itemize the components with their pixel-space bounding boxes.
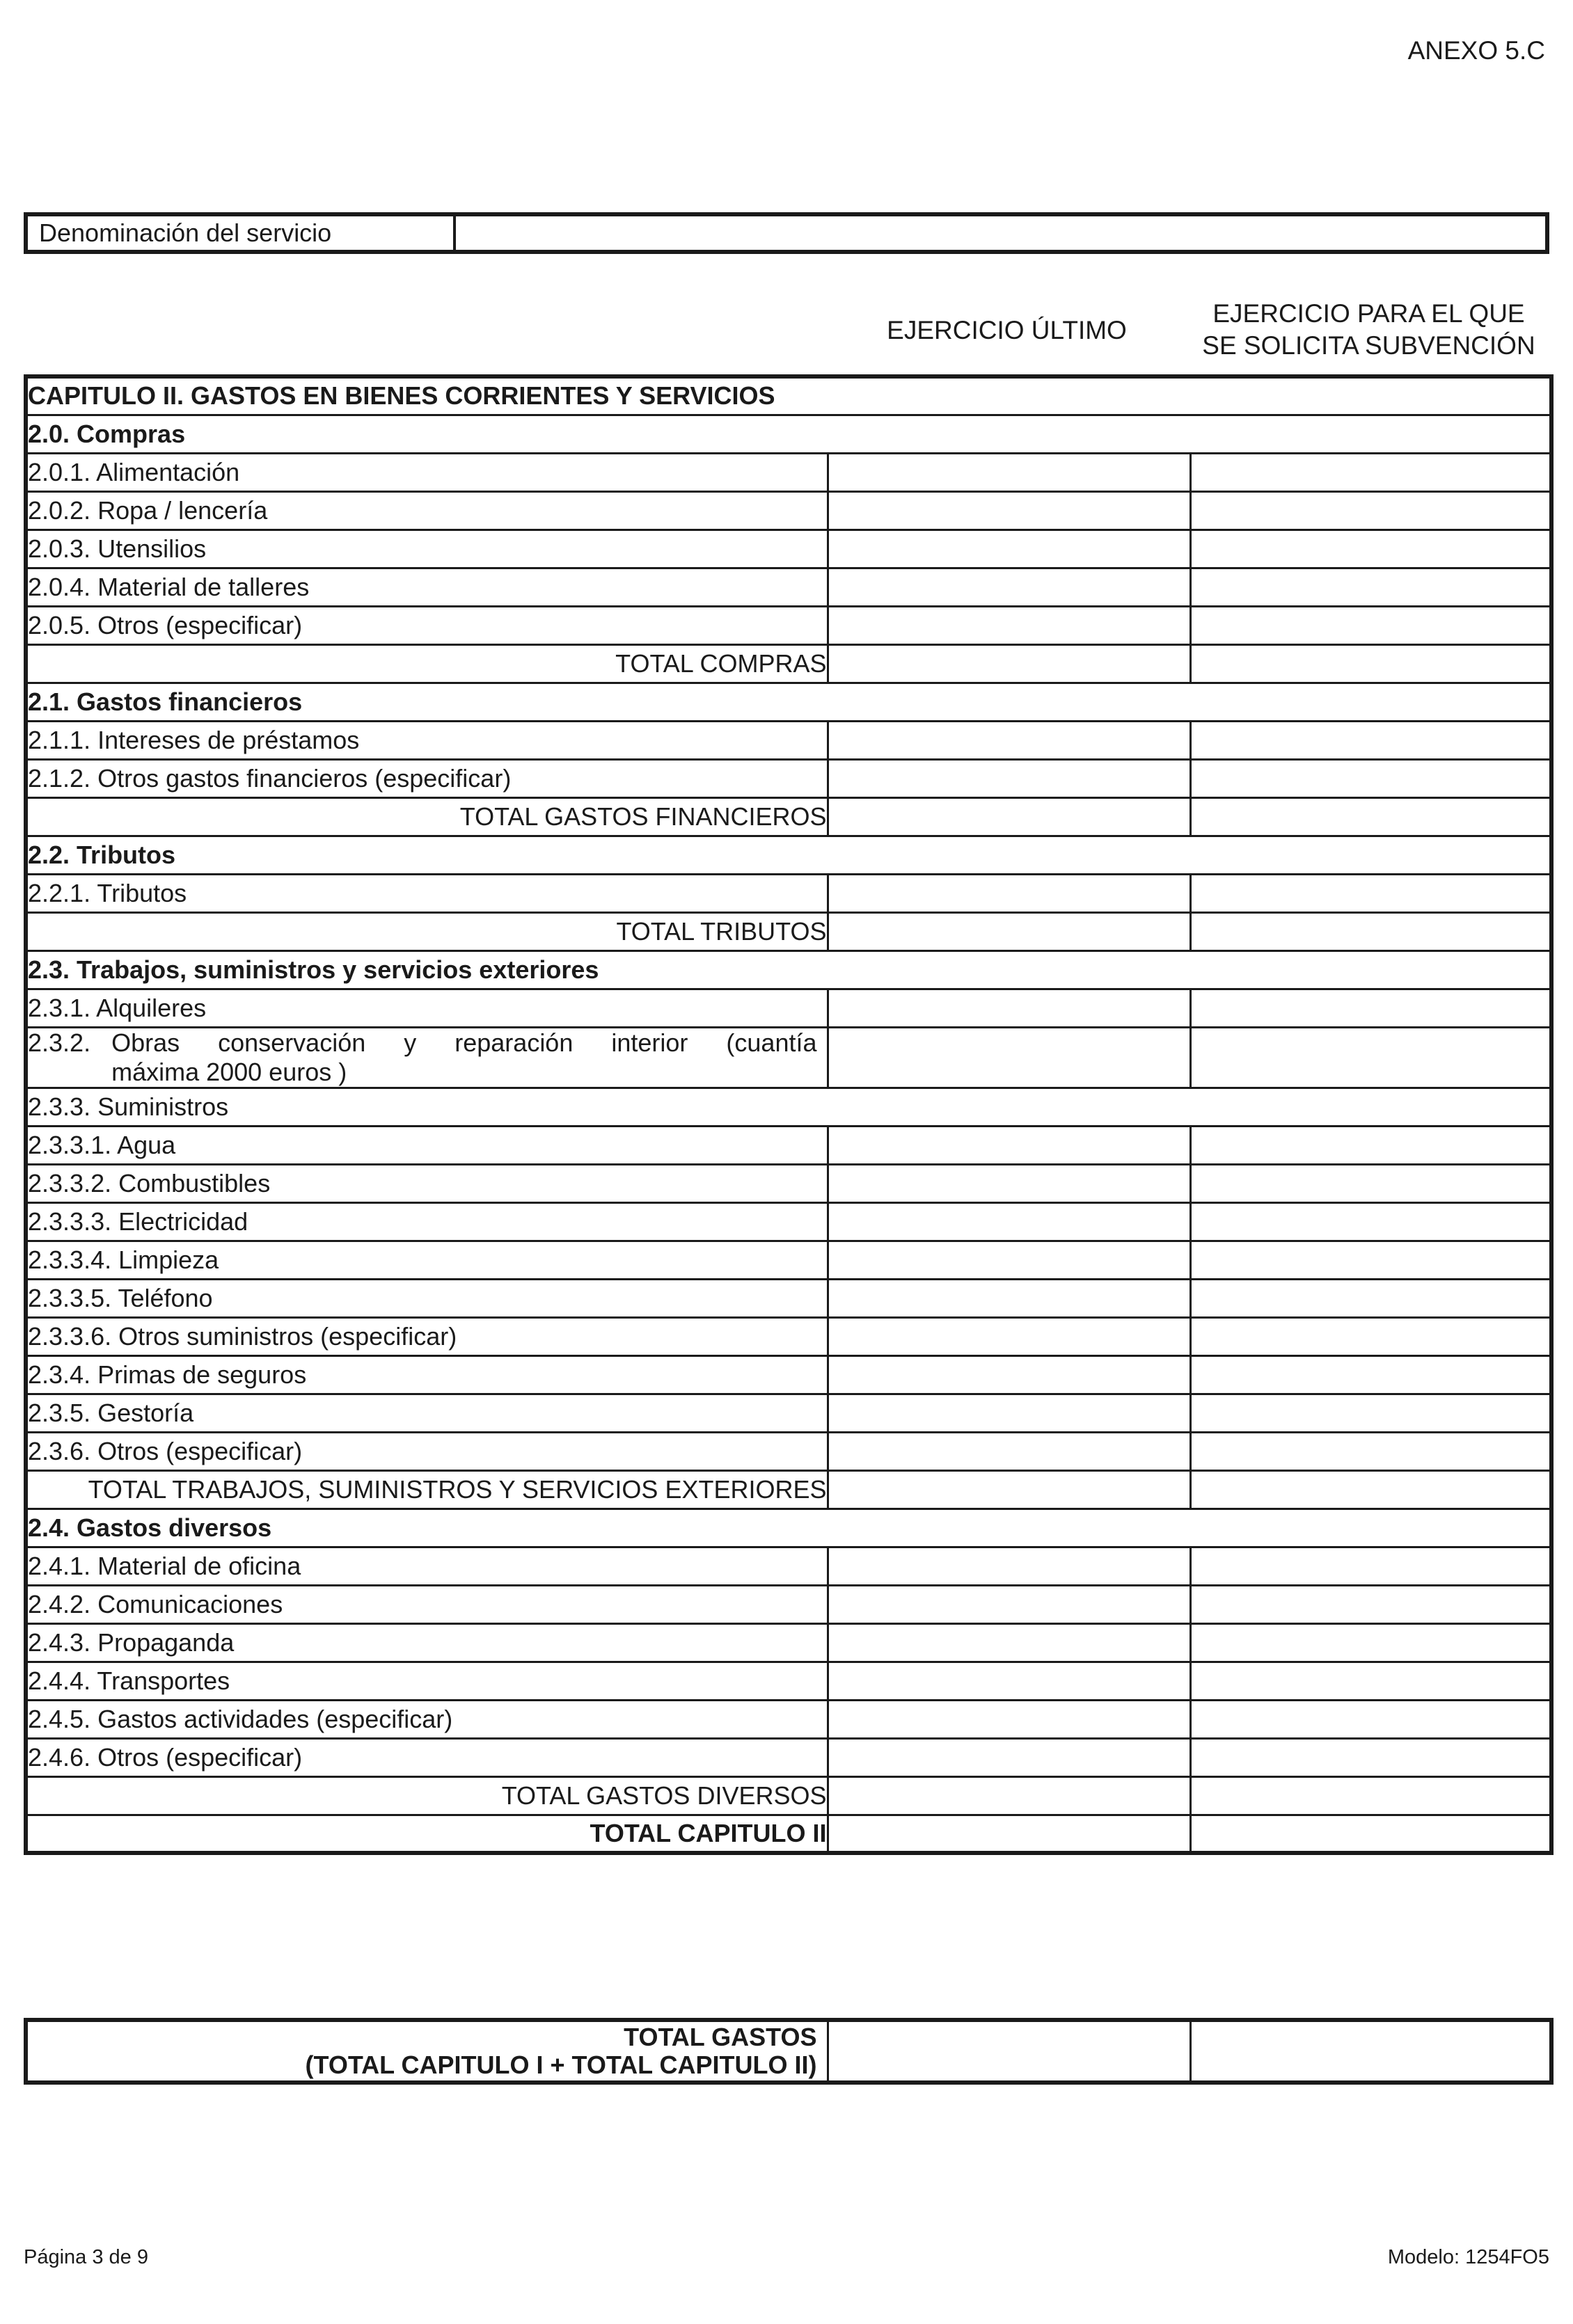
amount-last-cell[interactable]	[828, 1241, 1190, 1279]
row-text-line2: máxima 2000 euros )	[111, 1057, 347, 1086]
amount-last-cell[interactable]	[828, 1317, 1190, 1355]
section-row	[26, 1509, 1551, 1547]
row-label: 2.1.1. Intereses de préstamos	[26, 721, 828, 759]
amount-last-cell[interactable]	[828, 1700, 1190, 1738]
amount-last-cell[interactable]	[828, 759, 1190, 797]
grand-total-row	[26, 2020, 1551, 2083]
table-row	[26, 1738, 1551, 1776]
amount-last-cell[interactable]	[828, 1355, 1190, 1394]
word: conservación	[218, 1028, 366, 1057]
row-label: 2.3.3.5. Teléfono	[26, 1279, 828, 1317]
row-label: 2.3.3.4. Limpieza	[26, 1241, 828, 1279]
amount-last-cell[interactable]	[828, 721, 1190, 759]
amount-last-cell[interactable]	[828, 1470, 1190, 1509]
row-label: 2.4.6. Otros (especificar)	[26, 1738, 828, 1776]
amount-requested-cell[interactable]	[1190, 1547, 1551, 1585]
service-denomination-box	[24, 212, 1549, 254]
total-label: TOTAL GASTOS FINANCIEROS	[26, 797, 828, 836]
amount-last-cell[interactable]	[828, 491, 1190, 530]
amount-requested-cell[interactable]	[1190, 989, 1551, 1027]
service-denomination-field[interactable]	[456, 216, 1545, 250]
grand-total-table	[24, 2018, 1554, 2085]
model-number: Modelo: 1254FO5	[1387, 2246, 1549, 2268]
amount-last-cell[interactable]	[828, 1776, 1190, 1815]
chapter-title: CAPITULO II. GASTOS EN BIENES CORRIENTES Y SERVICIOS	[26, 376, 1551, 415]
amount-last-cell[interactable]	[828, 530, 1190, 568]
amount-last-cell[interactable]	[828, 1202, 1190, 1241]
row-label: 2.4.4. Transportes	[26, 1662, 828, 1700]
chapter-row	[26, 376, 1551, 415]
row-label: 2.0.1. Alimentación	[26, 453, 828, 491]
row-label: 2.3.1. Alquileres	[26, 989, 828, 1027]
amount-requested-cell[interactable]	[1190, 1317, 1551, 1355]
amount-last-cell[interactable]	[828, 644, 1190, 683]
amount-requested-cell[interactable]	[1190, 1776, 1551, 1815]
table-row	[26, 453, 1551, 491]
row-text-line1	[111, 1028, 816, 1058]
row-label: 2.0.2. Ropa / lencería	[26, 491, 828, 530]
table-row	[26, 530, 1551, 568]
table-row	[26, 989, 1551, 1027]
amount-requested-cell[interactable]	[1190, 1394, 1551, 1432]
row-label: 2.2.1. Tributos	[26, 874, 828, 912]
table-row	[26, 1394, 1551, 1432]
row-label: 2.4.1. Material de oficina	[26, 1547, 828, 1585]
section-title: 2.4. Gastos diversos	[26, 1509, 1551, 1547]
row-label: 2.3.3.2. Combustibles	[26, 1164, 828, 1202]
amount-requested-cell[interactable]	[1190, 721, 1551, 759]
table-row	[26, 1202, 1551, 1241]
subsection-row	[26, 1088, 1551, 1126]
table-row	[26, 491, 1551, 530]
row-label: 2.3.5. Gestoría	[26, 1394, 828, 1432]
column-header-requested-line1: EJERCICIO PARA EL QUE	[1212, 299, 1525, 328]
table-row	[26, 568, 1551, 606]
section-title: 2.2. Tributos	[26, 836, 1551, 874]
amount-requested-cell[interactable]	[1190, 1470, 1551, 1509]
chapter-total-label: TOTAL CAPITULO II	[26, 1815, 828, 1853]
row-label: 2.0.5. Otros (especificar)	[26, 606, 828, 644]
row-label: 2.3.3.1. Agua	[26, 1126, 828, 1164]
table-row	[26, 1027, 1551, 1088]
amount-last-cell[interactable]	[828, 568, 1190, 606]
row-label: 2.4.3. Propaganda	[26, 1623, 828, 1662]
row-label: 2.0.4. Material de talleres	[26, 568, 828, 606]
table-row	[26, 1662, 1551, 1700]
service-denomination-label: Denominación del servicio	[28, 216, 456, 250]
word: (cuantía	[726, 1028, 817, 1057]
amount-requested-cell[interactable]	[1190, 912, 1551, 950]
amount-requested-cell[interactable]	[1190, 1700, 1551, 1738]
amount-requested-cell[interactable]	[1190, 1432, 1551, 1470]
amount-last-cell[interactable]	[828, 606, 1190, 644]
table-row	[26, 1623, 1551, 1662]
total-row	[26, 912, 1551, 950]
subsection-title: 2.3.3. Suministros	[26, 1088, 1551, 1126]
amount-requested-cell[interactable]	[1190, 874, 1551, 912]
amount-requested-cell[interactable]	[1190, 759, 1551, 797]
table-row	[26, 1585, 1551, 1623]
total-row	[26, 797, 1551, 836]
row-label: 2.3.3.3. Electricidad	[26, 1202, 828, 1241]
table-row	[26, 759, 1551, 797]
section-row	[26, 836, 1551, 874]
amount-requested-cell[interactable]	[1190, 606, 1551, 644]
row-label: 2.3.4. Primas de seguros	[26, 1355, 828, 1394]
grand-total-requested-cell[interactable]	[1190, 2020, 1551, 2083]
column-header-last-year: EJERCICIO ÚLTIMO	[887, 316, 1127, 344]
word: reparación	[454, 1028, 574, 1057]
amount-requested-cell[interactable]	[1190, 1279, 1551, 1317]
table-row	[26, 1700, 1551, 1738]
amount-requested-cell[interactable]	[1190, 1815, 1551, 1853]
grand-total-line1: TOTAL GASTOS	[624, 2023, 817, 2051]
word: Obras	[111, 1028, 180, 1057]
total-row	[26, 1470, 1551, 1509]
amount-requested-cell[interactable]	[1190, 797, 1551, 836]
total-label: TOTAL GASTOS DIVERSOS	[26, 1776, 828, 1815]
section-title: 2.1. Gastos financieros	[26, 683, 1551, 721]
grand-total-line2: (TOTAL CAPITULO I + TOTAL CAPITULO II)	[305, 2051, 817, 2079]
table-row	[26, 874, 1551, 912]
word: y	[404, 1028, 417, 1057]
amount-last-cell[interactable]	[828, 1279, 1190, 1317]
table-row	[26, 1241, 1551, 1279]
column-header-requested-year	[1188, 298, 1549, 362]
chapter-total-row	[26, 1815, 1551, 1853]
table-row	[26, 1126, 1551, 1164]
row-label: 2.3.3.6. Otros suministros (especificar)	[26, 1317, 828, 1355]
row-label: 2.4.5. Gastos actividades (especificar)	[26, 1700, 828, 1738]
amount-last-cell[interactable]	[828, 1027, 1190, 1088]
total-row	[26, 644, 1551, 683]
amount-requested-cell[interactable]	[1190, 1623, 1551, 1662]
amount-requested-cell[interactable]	[1190, 1027, 1551, 1088]
amount-requested-cell[interactable]	[1190, 1164, 1551, 1202]
amount-last-cell[interactable]	[828, 797, 1190, 836]
annex-label: ANEXO 5.C	[1407, 36, 1545, 65]
amount-last-cell[interactable]	[828, 1547, 1190, 1585]
amount-requested-cell[interactable]	[1190, 644, 1551, 683]
section-row	[26, 683, 1551, 721]
amount-requested-cell[interactable]	[1190, 1738, 1551, 1776]
amount-last-cell[interactable]	[828, 1585, 1190, 1623]
section-row	[26, 950, 1551, 989]
expenses-table	[24, 374, 1554, 1855]
section-title: 2.0. Compras	[26, 415, 1551, 453]
page-number: Página 3 de 9	[24, 2246, 148, 2268]
amount-requested-cell[interactable]	[1190, 491, 1551, 530]
row-number: 2.3.2.	[28, 1028, 91, 1057]
amount-last-cell[interactable]	[828, 1662, 1190, 1700]
amount-last-cell[interactable]	[828, 874, 1190, 912]
amount-requested-cell[interactable]	[1190, 453, 1551, 491]
amount-last-cell[interactable]	[828, 1815, 1190, 1853]
table-row	[26, 721, 1551, 759]
grand-total-last-cell[interactable]	[828, 2020, 1190, 2083]
amount-last-cell[interactable]	[828, 453, 1190, 491]
amount-last-cell[interactable]	[828, 912, 1190, 950]
grand-total-label	[26, 2020, 828, 2083]
table-row	[26, 1279, 1551, 1317]
table-row	[26, 1547, 1551, 1585]
amount-last-cell[interactable]	[828, 1126, 1190, 1164]
table-row	[26, 1317, 1551, 1355]
row-label: 2.1.2. Otros gastos financieros (especificar)	[26, 759, 828, 797]
total-label: TOTAL TRABAJOS, SUMINISTROS Y SERVICIOS EXTERIORES	[26, 1470, 828, 1509]
amount-last-cell[interactable]	[828, 1738, 1190, 1776]
amount-last-cell[interactable]	[828, 1432, 1190, 1470]
amount-last-cell[interactable]	[828, 989, 1190, 1027]
table-row	[26, 1432, 1551, 1470]
amount-last-cell[interactable]	[828, 1164, 1190, 1202]
section-row	[26, 415, 1551, 453]
total-row	[26, 1776, 1551, 1815]
table-row	[26, 606, 1551, 644]
amount-requested-cell[interactable]	[1190, 1202, 1551, 1241]
amount-requested-cell[interactable]	[1190, 1662, 1551, 1700]
table-row	[26, 1164, 1551, 1202]
word: interior	[611, 1028, 688, 1057]
row-label: 2.4.2. Comunicaciones	[26, 1585, 828, 1623]
row-label: 2.0.3. Utensilios	[26, 530, 828, 568]
amount-requested-cell[interactable]	[1190, 1126, 1551, 1164]
column-header-requested-line2: SE SOLICITA SUBVENCIÓN	[1202, 331, 1535, 360]
row-label: 2.3.6. Otros (especificar)	[26, 1432, 828, 1470]
amount-requested-cell[interactable]	[1190, 530, 1551, 568]
amount-requested-cell[interactable]	[1190, 1241, 1551, 1279]
total-label: TOTAL COMPRAS	[26, 644, 828, 683]
total-label: TOTAL TRIBUTOS	[26, 912, 828, 950]
row-label	[26, 1027, 828, 1088]
amount-last-cell[interactable]	[828, 1394, 1190, 1432]
section-title: 2.3. Trabajos, suministros y servicios exteriores	[26, 950, 1551, 989]
amount-requested-cell[interactable]	[1190, 1355, 1551, 1394]
amount-last-cell[interactable]	[828, 1623, 1190, 1662]
table-row	[26, 1355, 1551, 1394]
amount-requested-cell[interactable]	[1190, 1585, 1551, 1623]
amount-requested-cell[interactable]	[1190, 568, 1551, 606]
